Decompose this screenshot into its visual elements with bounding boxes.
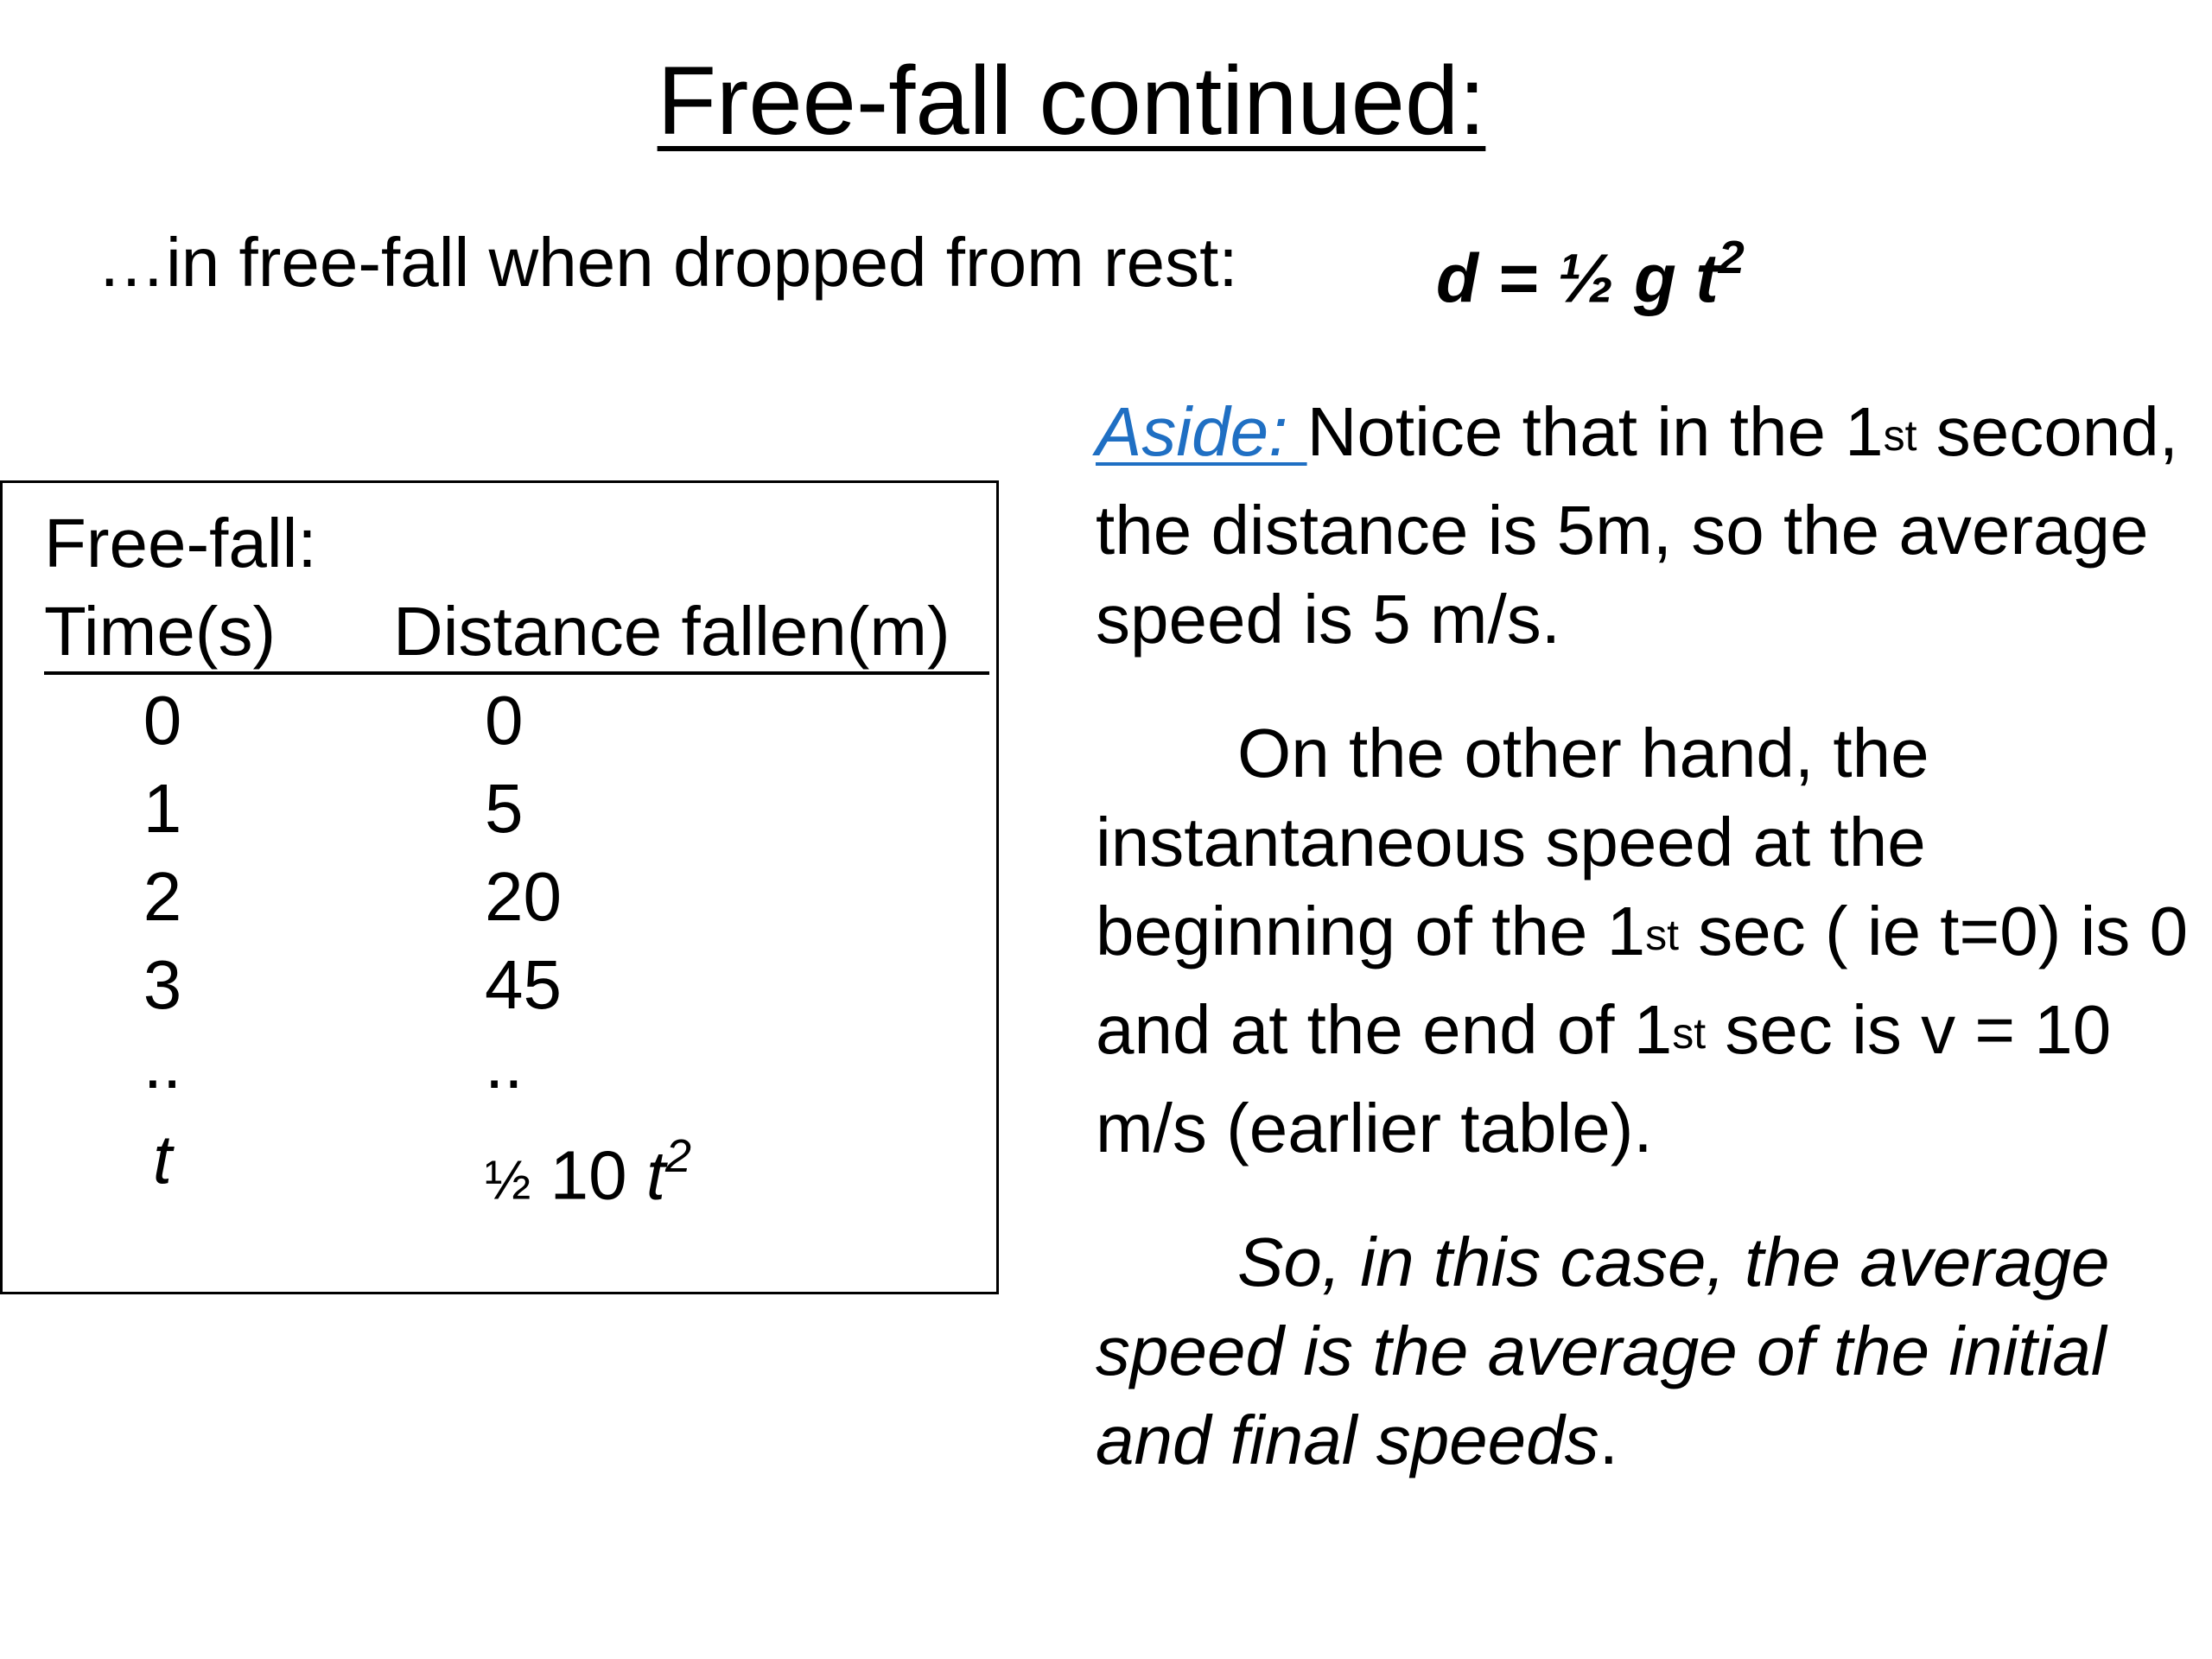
coefficient: 10 <box>531 1136 646 1214</box>
ordinal-suffix: st <box>1672 1009 1707 1058</box>
cell-time: .. <box>143 1026 182 1103</box>
half-symbol: ½ <box>485 1148 531 1211</box>
aside-paragraph-2 <box>1096 709 2195 1173</box>
cell-time: 1 <box>143 770 182 847</box>
formula-main: d = ½ g t <box>1436 239 1719 317</box>
aside-period: . <box>1599 1402 1618 1478</box>
cell-distance: 5 <box>485 770 524 847</box>
aside-paragraph-1 <box>1096 387 2195 664</box>
exponent: 2 <box>665 1130 692 1182</box>
aside-text: Notice that in the 1 <box>1306 393 1884 470</box>
aside-paragraph-3 <box>1096 1217 2195 1484</box>
aside-conclusion: So, in this case, the average speed is the average of the initial and final speeds <box>1096 1224 2110 1478</box>
slide-title: Free-fall continued: <box>657 47 1486 155</box>
header-distance: Distance fallen(m) <box>393 593 950 670</box>
free-fall-table <box>0 480 999 1294</box>
table-row <box>3 677 996 765</box>
cell-time: t <box>152 1121 173 1198</box>
ordinal-suffix: st <box>1883 411 1917 460</box>
cell-distance: 0 <box>485 682 524 759</box>
ordinal-suffix: st <box>1645 911 1679 959</box>
table-row <box>3 1020 996 1109</box>
table-header <box>44 588 989 675</box>
aside-text: sec is v = 10 m/s (earlier table). <box>1096 991 2112 1166</box>
table-row-general <box>3 1116 996 1214</box>
cell-time: 3 <box>143 946 182 1023</box>
cell-time: 2 <box>143 858 182 935</box>
cell-time: 0 <box>143 682 182 759</box>
intro-text: …in free-fall when dropped from rest: <box>97 224 1238 301</box>
table-row <box>3 941 996 1029</box>
intro-line <box>97 219 1745 317</box>
aside-label: Aside: <box>1096 393 1307 470</box>
cell-distance: 20 <box>485 858 562 935</box>
cell-distance: .. <box>485 1026 524 1103</box>
table-caption: Free-fall: <box>44 505 317 582</box>
header-time: Time(s) <box>44 593 276 670</box>
aside-text: sec ( ie t=0) is 0 and at the end of 1 <box>1096 893 2189 1068</box>
cell-distance: 45 <box>485 946 562 1023</box>
table-row <box>3 853 996 941</box>
free-fall-formula <box>1436 219 1745 322</box>
aside-column <box>1096 387 2195 1484</box>
formula-exponent: 2 <box>1718 232 1745 283</box>
table-row <box>3 765 996 853</box>
aside-text: second, the distance is 5m, so the average speed is 5 m/s. <box>1096 393 2178 658</box>
aside-text: On the other hand, the instantaneous speed at the beginning of the 1 <box>1096 715 1929 969</box>
time-variable: t <box>645 1136 666 1214</box>
cell-distance-formula <box>485 1116 691 1224</box>
